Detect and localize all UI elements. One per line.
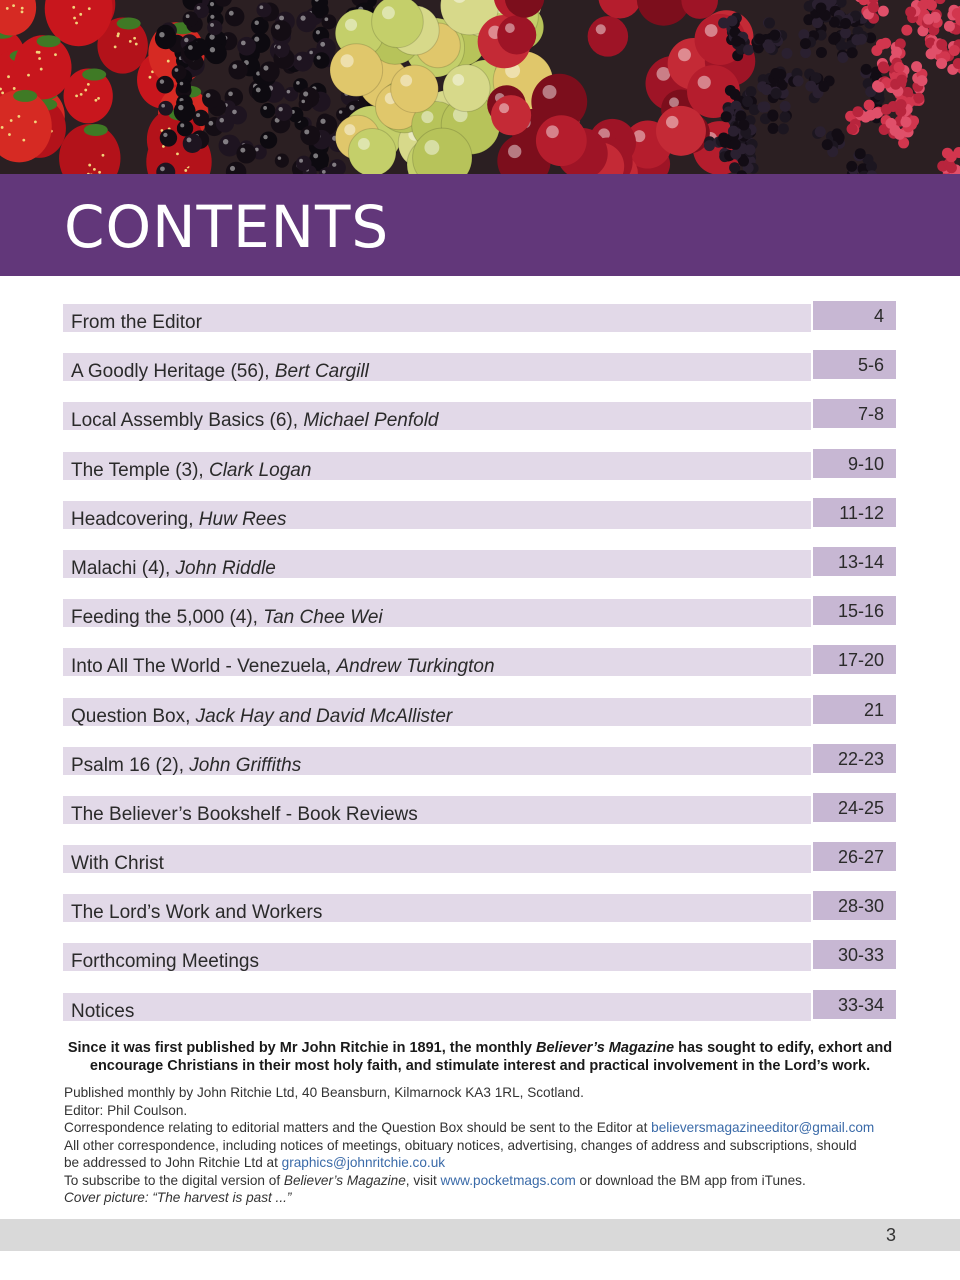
toc-page-box	[813, 449, 896, 478]
toc-title-bar	[63, 550, 811, 578]
toc-title-bar	[63, 943, 811, 971]
publisher-info	[64, 1084, 904, 1207]
toc-article-title: The Temple (3),	[71, 459, 209, 481]
toc-article-title: Psalm 16 (2),	[71, 754, 190, 776]
toc-page-box	[813, 547, 896, 576]
magazine-name: Believer’s Magazine	[535, 1040, 675, 1056]
toc-title	[71, 605, 383, 631]
page-number: 3	[885, 1225, 896, 1245]
pocketmags-link[interactable]: www.pocketmags.com	[440, 1172, 576, 1188]
toc-article-title: The Lord’s Work and Workers	[71, 902, 323, 924]
toc-entry[interactable]	[63, 449, 896, 480]
other-correspondence-line: All other correspondence, including notices of meetings, obituary notices, advertising, changes of address and subscriptions, should	[64, 1137, 857, 1153]
editorial-correspondence-line: Correspondence relating to editorial matters and the Question Box should be sent to the Editor at believersmagazineeditor@gmail.com	[64, 1120, 875, 1135]
toc-page-box	[813, 744, 896, 773]
title-band	[0, 174, 960, 276]
toc-author: Clark Logan	[208, 459, 312, 481]
toc-article-title: With Christ	[71, 853, 164, 875]
toc-page-number: 9-10	[847, 453, 884, 474]
toc-article-title: Local Assembly Basics (6),	[71, 410, 304, 432]
toc-page-number: 30-33	[837, 945, 884, 966]
address-line: be addressed to John Ritchie Ltd at graphics@johnritchie.co.uk	[64, 1155, 446, 1170]
toc-title-bar	[63, 501, 811, 529]
toc-entry[interactable]	[63, 498, 896, 529]
toc-article-title: A Goodly Heritage (56),	[71, 361, 275, 383]
toc-title	[71, 654, 495, 680]
toc-title-bar	[63, 304, 811, 332]
toc-article-title: From the Editor	[71, 312, 202, 333]
toc-title-bar	[63, 845, 811, 873]
toc-article-title: The Believer’s Bookshelf - Book Reviews	[71, 803, 418, 825]
toc-author: Andrew Turkington	[336, 656, 495, 678]
toc-title-bar	[63, 993, 811, 1021]
toc-article-title: Notices	[71, 1000, 135, 1022]
toc-title	[71, 999, 134, 1025]
toc-page-number: 5-6	[857, 355, 884, 376]
mission-statement: Since it was first published by Mr John Ritchie in 1891, the monthly Believer’s Magazine has sought to edify, exhort and encourage Christians in their most holy faith, and stimulate interest and practical involvement in the Lord’s work.	[67, 1040, 893, 1074]
toc-title	[71, 753, 301, 779]
toc-title-bar	[63, 747, 811, 775]
toc-entry[interactable]	[63, 940, 896, 971]
toc-title	[71, 704, 452, 730]
toc-title-bar	[63, 894, 811, 922]
toc-title-bar	[63, 402, 811, 430]
toc-title	[71, 556, 276, 582]
toc-page-box	[813, 596, 896, 625]
page-title: CONTENTS	[64, 193, 390, 261]
cover-picture-caption: Cover picture: “The harvest is past ...”	[64, 1190, 292, 1205]
toc-title	[71, 458, 311, 484]
toc-title-bar	[63, 796, 811, 824]
toc-page-box	[813, 399, 896, 428]
toc-author: Huw Rees	[198, 508, 287, 530]
toc-page-box	[813, 990, 896, 1019]
toc-title	[71, 408, 439, 434]
toc-title-bar	[63, 353, 811, 381]
toc-page-box	[813, 350, 896, 379]
toc-title	[71, 900, 322, 926]
toc-page-number: 7-8	[857, 404, 884, 425]
toc-entry[interactable]	[63, 891, 896, 922]
toc-entry[interactable]	[63, 350, 896, 381]
toc-page-box	[813, 793, 896, 822]
toc-page-number: 26-27	[837, 847, 884, 868]
toc-page-box	[813, 645, 896, 674]
toc-page-number: 33-34	[837, 994, 884, 1015]
toc-author: Michael Penfold	[303, 410, 439, 432]
toc-article-title: Into All The World - Venezuela,	[71, 656, 337, 678]
toc-title	[71, 802, 418, 828]
toc-article-title: Malachi (4),	[71, 557, 176, 579]
toc-author: Tan Chee Wei	[263, 607, 383, 629]
editor-email-link[interactable]: believersmagazineeditor@gmail.com	[651, 1120, 875, 1135]
toc-entry[interactable]	[63, 645, 896, 676]
toc-page-box	[813, 842, 896, 871]
toc-page-number: 22-23	[837, 748, 884, 769]
toc-title	[71, 359, 369, 385]
subscribe-line: To subscribe to the digital version of Believer’s Magazine, visit www.pocketmags.com or download the BM app from iTunes.	[64, 1172, 806, 1188]
toc-title-bar	[63, 648, 811, 676]
toc-page-box	[813, 301, 896, 330]
toc-page-number: 4	[873, 306, 884, 326]
toc-author: John Riddle	[175, 557, 276, 579]
toc-entry[interactable]	[63, 596, 896, 627]
toc-page-number: 17-20	[837, 650, 884, 671]
toc-entry[interactable]	[63, 547, 896, 578]
toc-entry[interactable]	[63, 842, 896, 873]
toc-entry[interactable]	[63, 990, 896, 1021]
toc-page-number: 11-12	[839, 502, 884, 523]
toc-entry[interactable]	[63, 695, 896, 726]
toc-title	[71, 507, 286, 533]
toc-entry[interactable]	[63, 793, 896, 824]
table-of-contents	[63, 301, 896, 1039]
toc-title-bar	[63, 452, 811, 480]
toc-title-bar	[63, 698, 811, 726]
toc-entry[interactable]	[63, 399, 896, 430]
footer-bar	[0, 1219, 960, 1251]
toc-title	[71, 310, 202, 336]
toc-title	[71, 851, 164, 877]
toc-page-number: 24-25	[837, 797, 884, 818]
graphics-email-link[interactable]: graphics@johnritchie.co.uk	[281, 1155, 446, 1170]
editor-line: Editor: Phil Coulson.	[64, 1102, 188, 1118]
publisher-line: Published monthly by John Ritchie Ltd, 40 Beansburn, Kilmarnock KA3 1RL, Scotland.	[64, 1085, 584, 1100]
toc-title	[71, 949, 259, 975]
toc-article-title: Feeding the 5,000 (4),	[71, 607, 264, 629]
toc-page-box	[813, 891, 896, 920]
toc-article-title: Headcovering,	[71, 508, 199, 530]
toc-article-title: Question Box,	[71, 705, 196, 727]
toc-page-number: 15-16	[837, 601, 884, 622]
toc-page-number: 13-14	[837, 551, 884, 572]
toc-entry[interactable]	[63, 744, 896, 775]
toc-page-box	[813, 695, 896, 724]
toc-author: John Griffiths	[189, 754, 302, 776]
toc-page-number: 21	[863, 699, 884, 720]
toc-author: Bert Cargill	[274, 361, 369, 383]
toc-entry[interactable]	[63, 301, 896, 332]
toc-article-title: Forthcoming Meetings	[71, 951, 259, 973]
toc-page-box	[813, 940, 896, 969]
toc-title-bar	[63, 599, 811, 627]
toc-author: Jack Hay and David McAllister	[195, 705, 453, 727]
toc-page-box	[813, 498, 896, 527]
cover-fruit-image	[0, 0, 960, 174]
toc-page-number: 28-30	[837, 896, 884, 917]
